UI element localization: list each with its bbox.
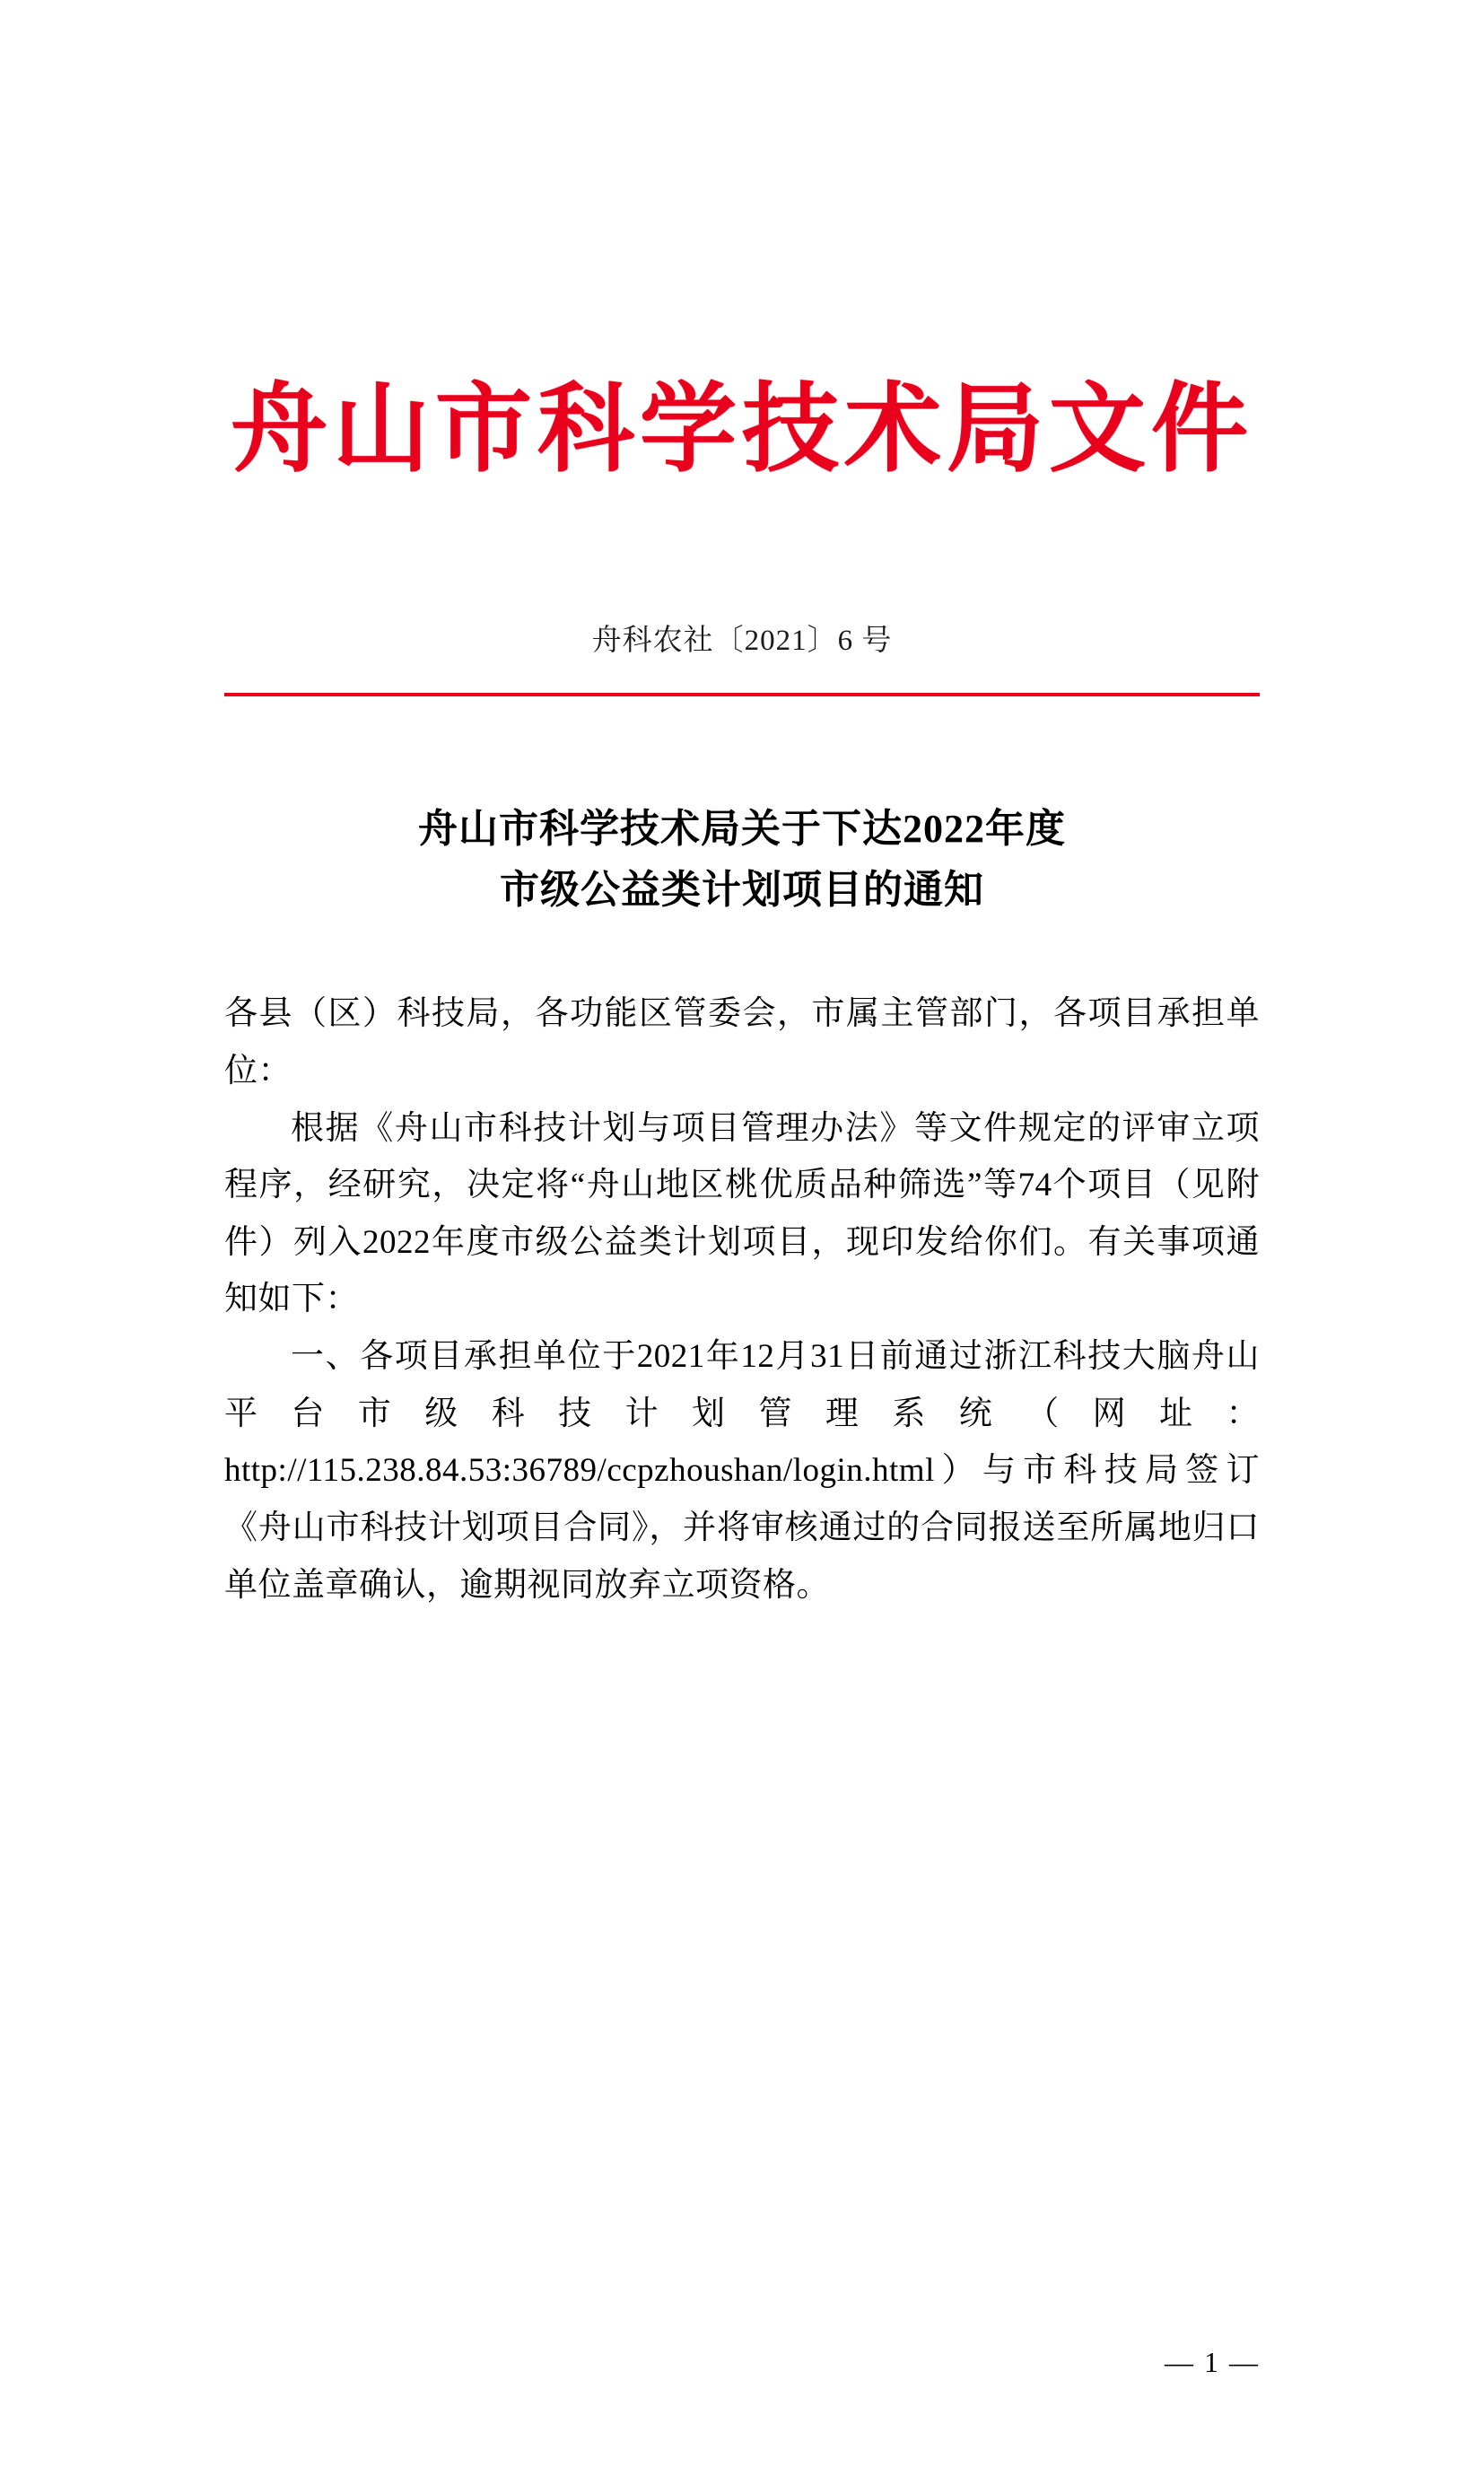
- body-paragraph-2: 一、各项目承担单位于2021年12月31日前通过浙江科技大脑舟山平台市级科技计划管理系统（网址：http://115.238.84.53:36789/ccpzhoushan/login.html）与市科技局签订《舟山市科技计划项目合同》，并将审核通过的合同报送至所属地归口单位盖章确认，逾期视同放弃立项资格。: [224, 1338, 1260, 1604]
- red-divider-rule: [224, 693, 1260, 696]
- body-paragraph-salutation: 各县（区）科技局，各功能区管委会，市属主管部门，各项目承担单位：: [224, 995, 1260, 1089]
- masthead-title: 舟山市科学技术局文件: [230, 377, 1253, 484]
- masthead: [224, 377, 1260, 486]
- document-number: 舟科农社〔2021〕6 号: [591, 624, 893, 657]
- page-title-line-1: 舟山市科学技术局关于下达2022年度: [418, 806, 1066, 851]
- page-number-footer: — 1 —: [1165, 2346, 1260, 2378]
- document-body: [224, 985, 1260, 1614]
- page-title: [224, 799, 1260, 921]
- body-paragraph-1: 根据《舟山市科技计划与项目管理办法》等文件规定的评审立项程序，经研究，决定将“舟山地区桃优质品种筛选”等74个项目（见附件）列入2022年度市级公益类计划项目，现印发给你们。有关事项通知如下：: [224, 1109, 1260, 1318]
- page-title-line-2: 市级公益类计划项目的通知: [500, 868, 984, 913]
- document-page: [0, 377, 1484, 2476]
